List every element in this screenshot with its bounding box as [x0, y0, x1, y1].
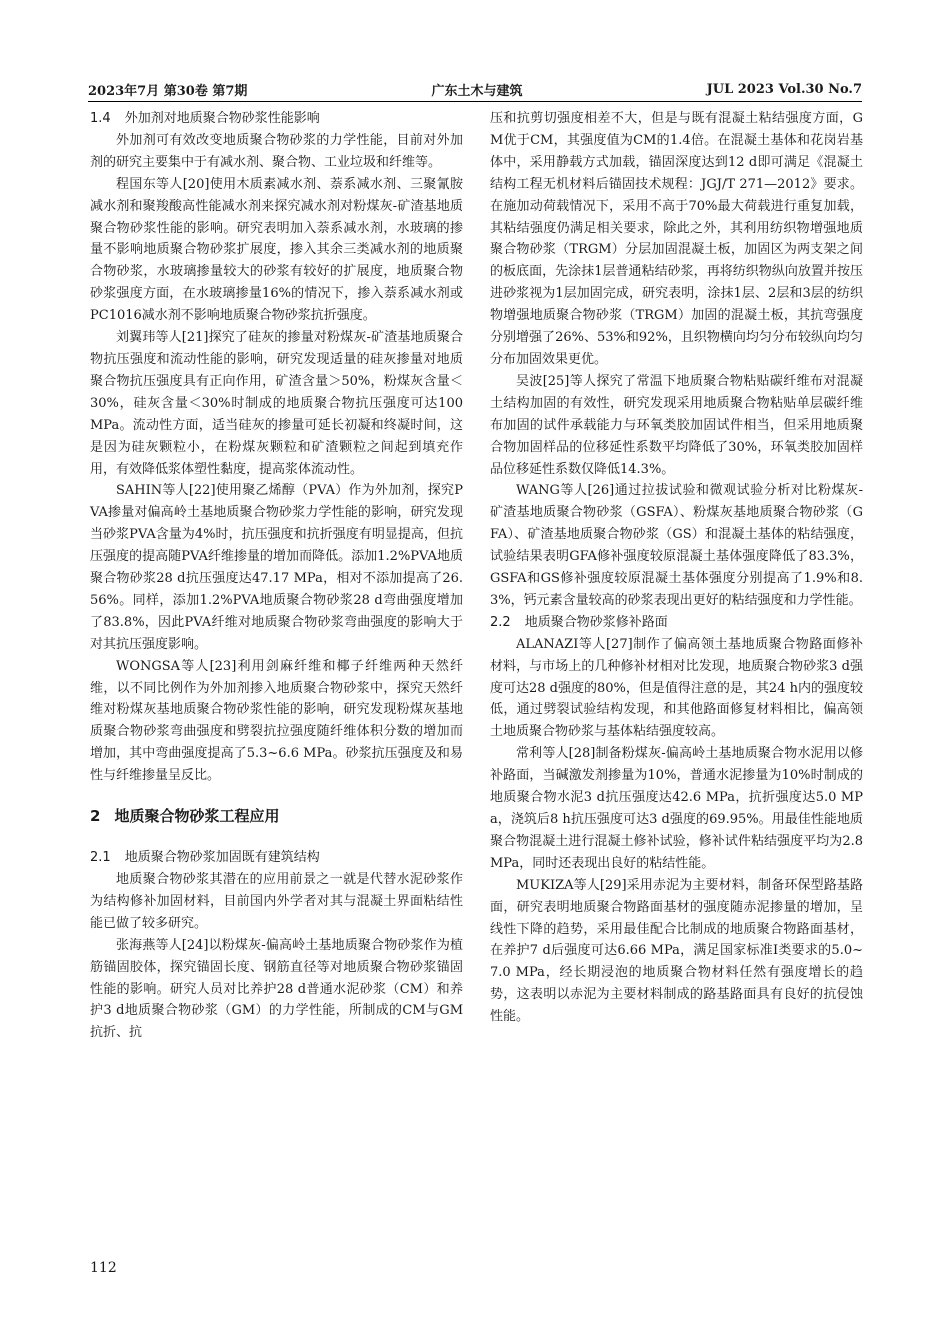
subsection-number: 1.4 — [90, 111, 111, 126]
paragraph: 张海燕等人[24]以粉煤灰-偏高岭土基地质聚合物砂浆作为植筋锚固胶体，探究锚固长度、钢筋直径等对地质聚合物砂浆锚固性能的影响。研究人员对比养护28 d普通水泥砂浆（CM）和养护3 d地质聚合物砂浆（GM）的力学性能，所制成的CM与GM抗折、抗 — [90, 937, 463, 1041]
paragraph: MUKIZA等人[29]采用赤泥为主要材料，制备环保型路基路面，研究表明地质聚合物路面基材的强度随赤泥掺量的增加，呈线性下降的趋势，采用最佳配合比制成的地质聚合物路面基材，在养护7 d后强度可达6.66 MPa，满足国家标准Ⅰ类要求的5.0~7.0 MPa，经长期浸泡的地质聚合物材料任然有强度增长的趋势，这表明以赤泥为主要材料制成的路基路面具有良好的抗侵蚀性能。 — [490, 877, 863, 1025]
running-header — [88, 78, 862, 100]
paragraph: 刘翼玮等人[21]探究了硅灰的掺量对粉煤灰-矿渣基地质聚合物抗压强度和流动性能的影响，研究发现适量的硅灰掺量对地质聚合物抗压强度具有正向作用，矿渣含量＞50%，粉煤灰含量＜30%，硅灰含量＜30%时制成的地质聚合物抗压强度可达100 MPa。流动性方面，适当硅灰的掺量可延长初凝和终凝时间，这是因为硅灰颗粒小，在粉煤灰颗粒和矿渣颗粒之间起到填充作用，有效降低浆体塑性黏度，提高浆体流动性。 — [90, 330, 463, 477]
paragraph: 地质聚合物砂浆其潜在的应用前景之一就是代替水泥砂浆作为结构修补加固材料，目前国内外学者对其与混凝土界面粘结性能已做了较多研究。 — [90, 872, 463, 931]
section-number: 2 — [90, 807, 101, 826]
subsection-number: 2.2 — [490, 614, 511, 630]
section-title: 地质聚合物砂浆工程应用 — [114, 807, 280, 826]
right-column — [490, 108, 863, 1028]
header-journal-title: 广东土木与建筑 — [431, 83, 523, 99]
paragraph: WANG等人[26]通过拉拔试验和微观试验分析对比粉煤灰-矿渣基地质聚合物砂浆（GSFA）、粉煤灰基地质聚合物砂浆（GFA）、矿渣基地质聚合物砂浆（GS）和混凝土基体的粘结强度，试验结果表明GFA修补强度较原混凝土基体强度降低了83.3%，GSFA和GS修补强度较原混凝土基体强度分别提高了1.9%和8.3%，钙元素含量较高的砂浆表现出更好的粘结强度和力学性能。 — [490, 483, 863, 608]
page-number: 112 — [90, 1260, 117, 1276]
paragraph: WONGSA等人[23]利用剑麻纤维和椰子纤维两种天然纤维，以不同比例作为外加剂掺入地质聚合物砂浆中，探究天然纤维对粉煤灰基地质聚合物砂浆性能的影响，研究发现粉煤灰基地质聚合物砂浆弯曲强度和劈裂抗拉强度随纤维体积分数的增加而增加，其中弯曲强度提高了5.3~6.6 MPa。砂浆抗压强度及和易性与纤维掺量呈反比。 — [90, 658, 463, 784]
header-divider — [88, 101, 862, 102]
paragraph: 吴波[25]等人探究了常温下地质聚合物粘贴碳纤维布对混凝土结构加固的有效性，研究发现采用地质聚合物粘贴单层碳纤维布加固的试件承载能力与环氧类胶加固试件相当，但采用地质聚合物加固样品的位移延性系数平均降低了30%，环氧类胶加固样品位移延性系数仅降低14.3%。 — [490, 373, 863, 477]
subsection-title: 地质聚合物砂浆修补路面 — [524, 614, 668, 630]
header-volume: JUL 2023 Vol.30 No.7 — [706, 81, 862, 97]
subsection-heading-2-2 — [490, 612, 863, 634]
subsection-title: 地质聚合物砂浆加固既有建筑结构 — [124, 850, 320, 866]
subsection-title: 外加剂对地质聚合物砂浆性能影响 — [124, 111, 320, 126]
subsection-number: 2.1 — [90, 850, 111, 866]
section-heading-2 — [90, 805, 463, 827]
subsection-heading-2-1 — [90, 847, 463, 869]
header-issue: 2023年7月 第30卷 第7期 — [88, 83, 248, 99]
paragraph: SAHIN等人[22]使用聚乙烯醇（PVA）作为外加剂，探究PVA掺量对偏高岭土基地质聚合物砂浆力学性能的影响，研究发现当砂浆PVA含量为4%时，抗压强度和抗折强度有明显提高，但抗压强度的提高随PVA纤维掺量的增加而降低。添加1.2%PVA地质聚合物砂浆28 d抗压强度达47.17 MPa，相对不添加提高了26.56%。同样，添加1.2%PVA地质聚合物砂浆28 d弯曲强度增加了83.8%，因此PVA纤维对地质聚合物砂浆弯曲强度的影响大于对其抗压强度影响。 — [90, 483, 463, 652]
paragraph-continued: 压和抗剪切强度相差不大，但是与既有混凝土粘结强度方面，GM优于CM，其强度值为CM的1.4倍。在混凝土基体和花岗岩基体中，采用静载方式加载，锚固深度达到12 d即可满足《混凝土结构工程无机材料后锚固技术规程：JGJ/T 271—2012》要求。在施加动荷载情况下，采用不高于70%最大荷载进行重复加载，其粘结强度仍满足相关要求，除此之外，其利用纺织物增强地质聚合物砂浆（TRGM）分层加固混凝土板，加固区为两支架之间的板底面，先涂抹1层普通粘结砂浆，再将纺织物纵向放置并按压进砂浆视为1层加固完成，研究表明，涂抹1层、2层和3层的纺织物增强地质聚合物砂浆（TRGM）加固的混凝土板，其抗弯强度分别增强了26%、53%和92%，且织物横向均匀分布较纵向均匀分布加固效果更优。 — [490, 111, 863, 367]
paragraph: 常利等人[28]制备粉煤灰-偏高岭土基地质聚合物水泥用以修补路面，当碱激发剂掺量为10%，普通水泥掺量为10%时制成的地质聚合物水泥3 d抗压强度达42.6 MPa，抗折强度达5.0 MPa，浇筑后8 h抗压强度可达3 d强度的69.95%。用最佳性能地质聚合物混凝土进行混凝土修补试验，修补试件粘结强度平均为2.8 MPa，同时还表现出良好的粘结性能。 — [490, 746, 863, 871]
paragraph: ALANAZI等人[27]制作了偏高领土基地质聚合物路面修补材料，与市场上的几种修补材相对比发现，地质聚合物砂浆3 d强度可达28 d强度的80%，但是值得注意的是，其24 h内的强度较低，通过劈裂试验结构发现，和其他路面修复材料相比，偏高领土地质聚合物砂浆与基体粘结强度较高。 — [490, 636, 863, 740]
left-column — [90, 108, 463, 1044]
paragraph: 程国东等人[20]使用木质素减水剂、萘系减水剂、三聚氰胺减水剂和聚羧酸高性能减水剂来探究减水剂对粉煤灰-矿渣基地质聚合物砂浆性能的影响。研究表明加入萘系减水剂，水玻璃的掺量不影响地质聚合物砂浆扩展度，掺入其余三类减水剂的地质聚合物砂浆，水玻璃掺量较大的砂浆有较好的扩展度，地质聚合物砂浆强度方面，在水玻璃掺量16%的情况下，掺入萘系减水剂或PC1016减水剂不影响地质聚合物砂浆抗折强度。 — [90, 176, 463, 324]
paragraph: 外加剂可有效改变地质聚合物砂浆的力学性能，目前对外加剂的研究主要集中于有减水剂、聚合物、工业垃圾和纤维等。 — [90, 132, 463, 170]
subsection-heading-1-4 — [90, 108, 463, 130]
